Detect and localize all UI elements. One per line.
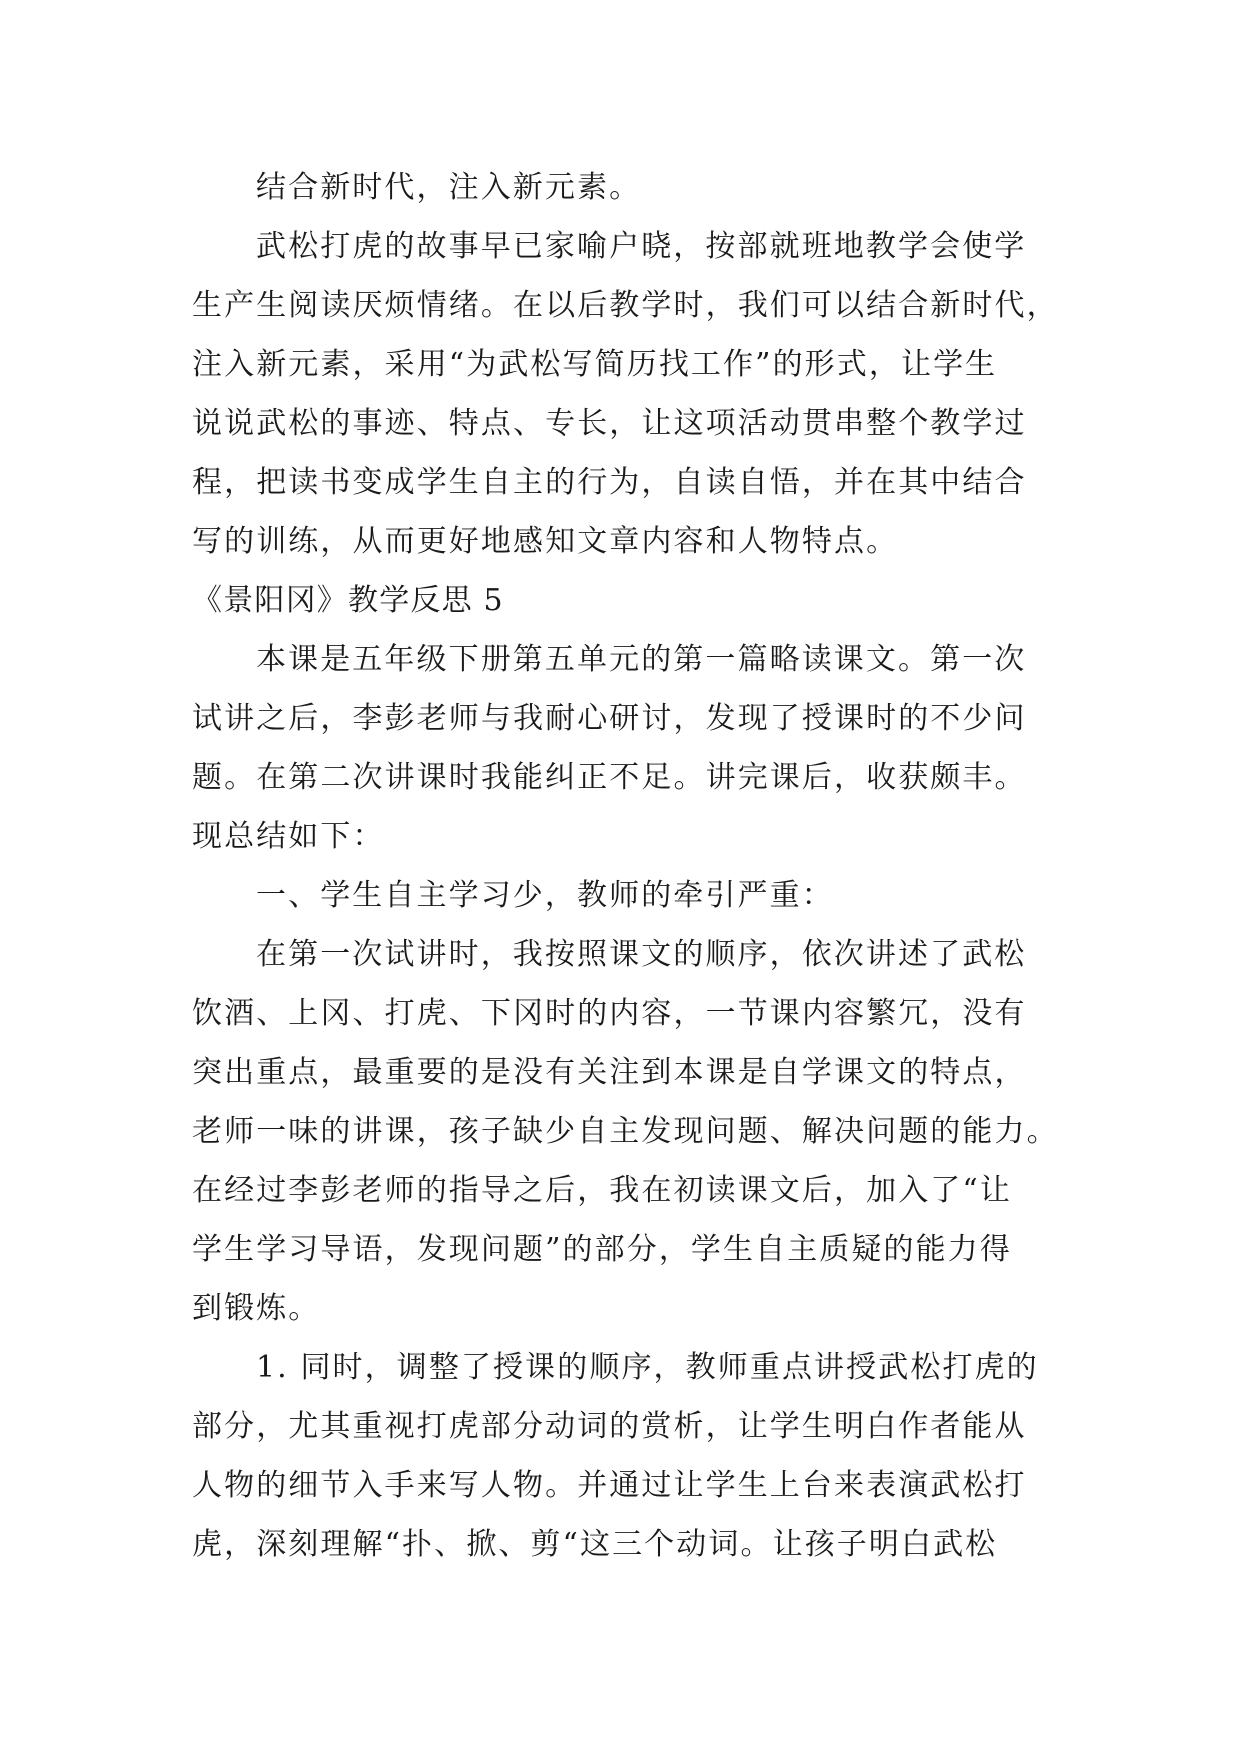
paragraph-line: 在第一次试讲时，我按照课文的顺序，依次讲述了武松 [256, 937, 1027, 972]
paragraph-line: 在经过李彭老师的指导之后，我在初读课文后，加入了“让 [192, 1173, 1012, 1208]
paragraph-line: 现总结如下： [192, 819, 385, 854]
paragraph-line: 突出重点，最重要的是没有关注到本课是自学课文的特点， [192, 1055, 1027, 1090]
paragraph-line: 虎，深刻理解“扑、掀、剪“这三个动词。让孩子明白武松 [192, 1527, 998, 1562]
document-body [192, 158, 1059, 1574]
paragraph-line: 说说武松的事迹、特点、专长，让这项活动贯串整个教学过 [192, 406, 1027, 441]
paragraph-line: 本课是五年级下册第五单元的第一篇略读课文。第一次 [256, 642, 1027, 677]
paragraph-line: 程，把读书变成学生自主的行为，自读自悟，并在其中结合 [192, 465, 1027, 500]
paragraph-line: 注入新元素，采用“为武松写简历找工作”的形式，让学生 [192, 347, 998, 382]
paragraph-line: 结合新时代，注入新元素。 [256, 170, 642, 205]
paragraph-line: 题。在第二次讲课时我能纠正不足。讲完课后，收获颇丰。 [192, 760, 1027, 795]
section-heading: 《景阳冈》教学反思 5 [192, 583, 504, 618]
paragraph-line: 写的训练，从而更好地感知文章内容和人物特点。 [192, 524, 899, 559]
paragraph-line: 1. 同时，调整了授课的顺序，教师重点讲授武松打虎的 [256, 1350, 1039, 1385]
paragraph-line: 武松打虎的故事早已家喻户晓，按部就班地教学会使学 [256, 229, 1027, 264]
paragraph-line: 试讲之后，李彭老师与我耐心研讨，发现了授课时的不少问 [192, 701, 1027, 736]
paragraph-line: 学生学习导语，发现问题”的部分，学生自主质疑的能力得 [192, 1232, 1012, 1267]
paragraph-line: 老师一味的讲课，孩子缺少自主发现问题、解决问题的能力。 [192, 1114, 1059, 1149]
paragraph-line: 生产生阅读厌烦情绪。在以后教学时，我们可以结合新时代， [192, 288, 1059, 323]
paragraph-line: 人物的细节入手来写人物。并通过让学生上台来表演武松打 [192, 1468, 1027, 1503]
paragraph-line: 饮酒、上冈、打虎、下冈时的内容，一节课内容繁冗，没有 [192, 996, 1027, 1031]
paragraph-line: 到锻炼。 [192, 1291, 321, 1326]
paragraph-line: 部分，尤其重视打虎部分动词的赏析，让学生明白作者能从 [192, 1409, 1027, 1444]
subheading-line: 一、学生自主学习少，教师的牵引严重： [256, 878, 834, 913]
